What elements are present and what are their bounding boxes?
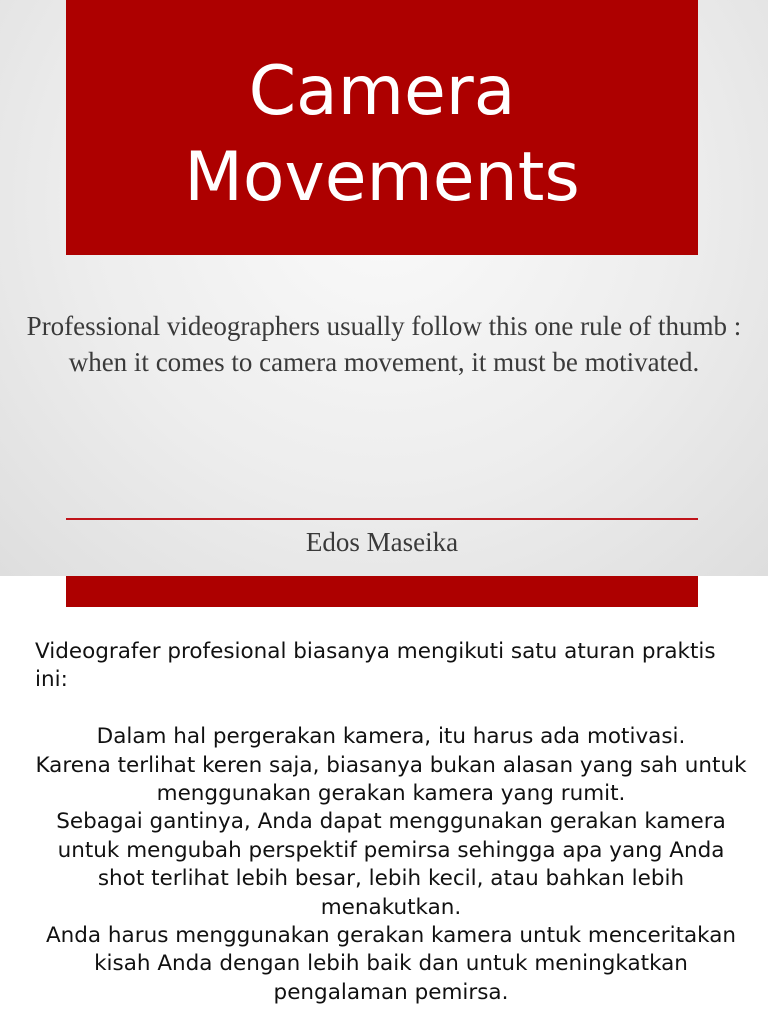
body-line: Dalam hal pergerakan kamera, itu harus ada motivasi. — [96, 724, 686, 750]
intro-paragraph: Videografer profesional biasanya mengikuti satu aturan praktis ini: — [35, 639, 716, 693]
slide-author: Edos Maseika — [305, 527, 459, 557]
body-line: Karena terlihat keren saja, biasanya bukan alasan yang sah untuk menggunakan gerakan kamera yang rumit. — [35, 752, 747, 807]
paragraph-spacer — [35, 695, 747, 723]
slide-subtitle: Professional videographers usually follow this one rule of thumb : when it comes to camera movement, it must be motivated. — [26, 311, 742, 377]
slide-bottom-bar — [66, 576, 698, 607]
slide-title: Camera Movements — [184, 51, 580, 217]
title-box — [66, 0, 698, 255]
divider-line — [66, 518, 698, 520]
description-text — [35, 638, 747, 1007]
body-line: Anda harus menggunakan gerakan kamera untuk menceritakan kisah Anda dengan lebih baik dan untuk meningkatkan pengalaman pemirsa. — [45, 923, 737, 1005]
body-line: Sebagai gantinya, Anda dapat menggunakan gerakan kamera — [56, 809, 726, 835]
body-line: untuk mengubah perspektif pemirsa sehingga apa yang Anda shot terlihat lebih besar, lebih kecil, atau bahkan lebih menakutkan. — [57, 837, 725, 920]
